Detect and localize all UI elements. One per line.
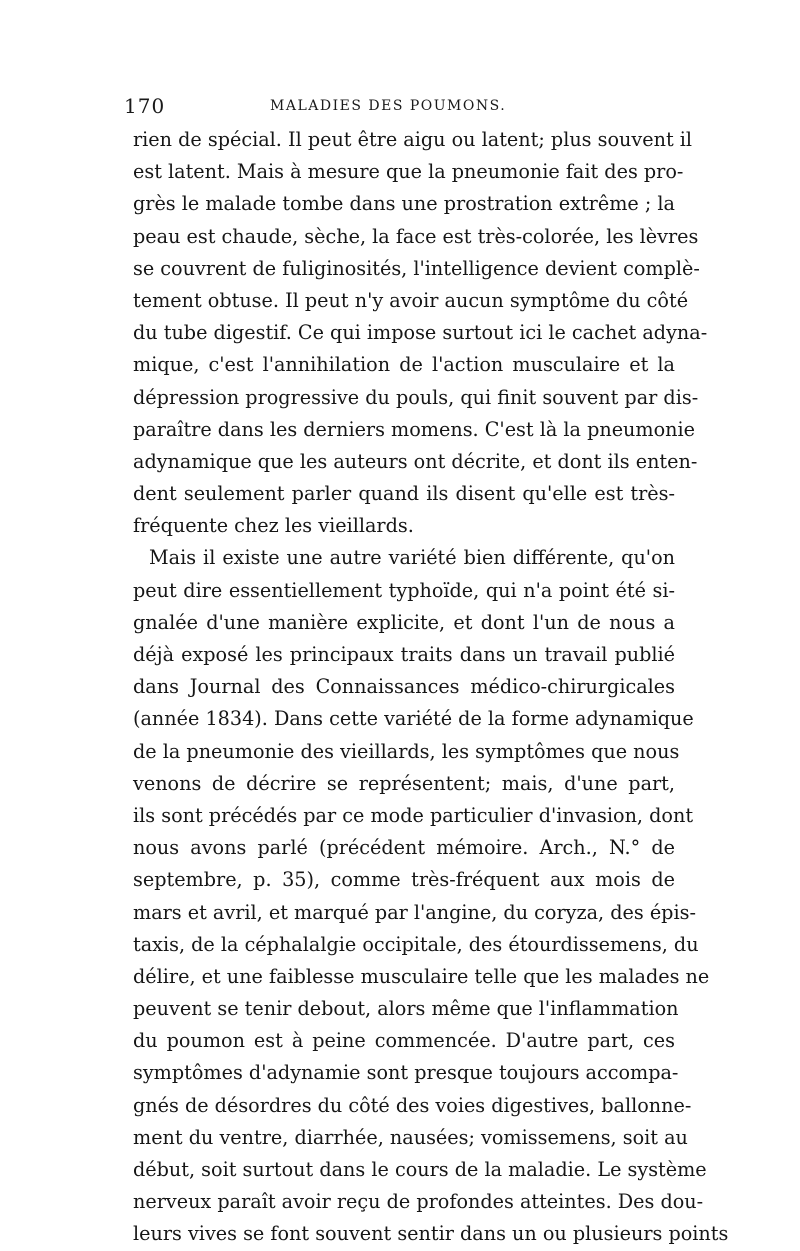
text-line: venons de décrire se représentent; mais, d'une part, [133, 771, 675, 795]
text-line: du poumon est à peine commencée. D'autre part, ces [133, 1029, 675, 1053]
text-line: ils sont précédés par ce mode particulier d'invasion, dont [133, 803, 694, 827]
text-line: gnalée d'une manière explicite, et dont l'un de nous a [133, 610, 675, 634]
page-number: 170 [124, 94, 166, 118]
text-line: mique, c'est l'annihilation de l'action musculaire et la [133, 353, 675, 377]
text-line: taxis, de la céphalalgie occipitale, des étourdissemens, du [133, 932, 699, 956]
text-line: adynamique que les auteurs ont décrite, et dont ils enten- [133, 449, 698, 473]
text-line: déjà exposé les principaux traits dans un travail publié [133, 643, 675, 666]
paragraph-end-line: fréquente chez les vieillards. [133, 514, 414, 538]
text-line: peut dire essentiellement typhoïde, qui n'a point été si- [133, 578, 675, 602]
text-line: début, soit surtout dans le cours de la maladie. Le système [133, 1158, 707, 1181]
text-line: délire, et une faiblesse musculaire telle que les malades ne [133, 964, 710, 988]
text-line: se couvrent de fuliginosités, l'intelligence devient complè- [133, 256, 700, 280]
text-line: ment du ventre, diarrhée, nausées; vomissemens, soit au [133, 1125, 688, 1149]
text-line: grès le malade tombe dans une prostration extrême ; la [133, 192, 675, 216]
text-line: dépression progressive du pouls, qui finit souvent par dis- [133, 385, 699, 409]
page-header [124, 92, 676, 122]
text-line: nerveux paraît avoir reçu de profondes atteintes. Des dou- [133, 1190, 704, 1214]
text-line: nous avons parlé (précédent mémoire. Arch., N.° de [133, 836, 675, 860]
text-line: leurs vives se font souvent sentir dans un ou plusieurs points [133, 1222, 729, 1246]
text-line: symptômes d'adynamie sont presque toujours accompa- [133, 1061, 679, 1085]
text-line: dent seulement parler quand ils disent qu'elle est très- [133, 482, 675, 506]
text-line: de la pneumonie des vieillards, les symptômes que nous [133, 739, 680, 763]
running-title: MALADIES DES POUMONS. [270, 98, 507, 114]
text-line: est latent. Mais à mesure que la pneumonie fait des pro- [133, 160, 684, 184]
text-line: peau est chaude, sèche, la face est très-colorée, les lèvres [133, 224, 699, 248]
text-line: tement obtuse. Il peut n'y avoir aucun symptôme du côté [133, 288, 689, 312]
text-line: (année 1834). Dans cette variété de la forme adynamique [133, 707, 694, 731]
text-line: peuvent se tenir debout, alors même que l'inflammation [133, 997, 679, 1021]
text-line: rien de spécial. Il peut être aigu ou latent; plus souvent il [133, 128, 693, 151]
body-text [133, 124, 729, 1251]
text-line: du tube digestif. Ce qui impose surtout ici le cachet adyna- [133, 321, 708, 345]
text-line: dans Journal des Connaissances médico-chirurgicales [133, 675, 675, 699]
text-line: septembre, p. 35), comme très-fréquent aux mois de [133, 868, 675, 892]
text-line: paraître dans les derniers momens. C'est là la pneumonie [133, 417, 696, 441]
text-line: mars et avril, et marqué par l'angine, du coryza, des épis- [133, 900, 696, 924]
text-line: gnés de désordres du côté des voies digestives, ballonne- [133, 1093, 692, 1117]
paragraph-start-line: Mais il existe une autre variété bien différente, qu'on [149, 546, 675, 570]
